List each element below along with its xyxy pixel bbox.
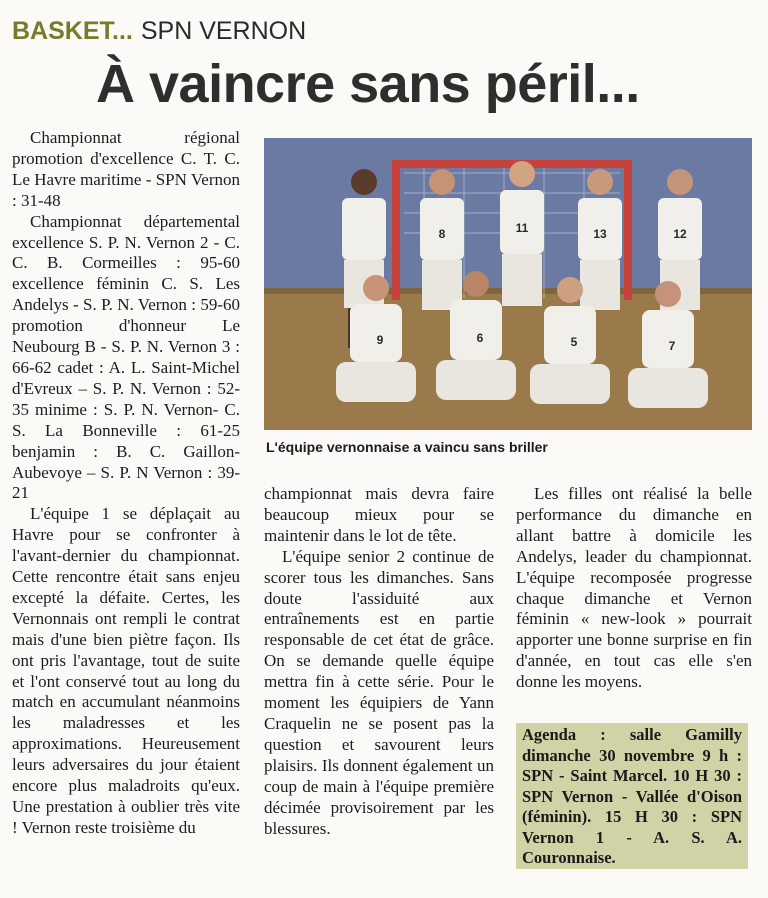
jersey-number: 11	[515, 221, 529, 235]
jersey-number: 5	[570, 335, 578, 349]
jersey-number: 12	[673, 227, 687, 241]
paragraph: L'équipe 1 se déplaçait au Havre pour se confronter à l'avant-dernier du championnat. Cette rencontre était sans enjeu excepté la défaite. Certes, les Vernonnais ont rempli le contrat mais d'une bien piètre façon. Ils ont pris l'avantage, tout de suite et l'ont conservé tout au long du match en accumulant néanmoins les maladresses et les approximations. Heureusement leurs adversaires du jour étaient encore plus maladroits qu'eux. Une prestation à oublier très vite ! Vernon reste troisième du	[12, 504, 240, 837]
photo-caption: L'équipe vernonnaise a vaincu sans briller	[266, 439, 548, 455]
article-column-2	[264, 484, 494, 839]
agenda-box	[516, 723, 748, 869]
paragraph: Championnat départemental excellence S. P. N. Vernon 2 - C. C. B. Cormeilles : 95-60 excellence féminin C. S. Les Andelys - S. P. N. Vernon : 59-60 promotion d'honneur Le Neubourg B - S. P. N. Vernon 3 : 66-62 cadet : A. L. Saint-Michel d'Evreux – S. P. N. Vernon : 52-35 minime : S. P. N. Vernon- C. S. La Bonneville : 61-25 benjamin : B. C. Gaillon-Aubevoye – S. P. N Vernon : 39-21	[12, 211, 240, 503]
jersey-number: 6	[476, 331, 484, 345]
paragraph: Championnat régional promotion d'excellence C. T. C. Le Havre maritime - SPN Vernon : 31-48	[12, 128, 240, 210]
jersey-number: 9	[376, 333, 384, 347]
kicker	[12, 16, 306, 46]
article-column-1	[12, 128, 240, 839]
paragraph: L'équipe senior 2 continue de scorer tous les dimanches. Sans doute l'assiduité aux entraînements est en partie responsable de cet état de grâce. On se demande quelle équipe mettra fin à cette série. Pour le moment les équipiers de Yann Craquelin ne se posent pas la question et savourent leurs plaisirs. Ils donnent également un coup de main à l'équipe première décimée provisoirement par les blessures.	[264, 546, 494, 838]
jersey-number: 13	[593, 227, 607, 241]
jersey-number: 8	[438, 227, 446, 241]
paragraph: Les filles ont réalisé la belle performance du dimanche en allant battre à domicile les Andelys, leader du championnat. L'équipe recomposée progresse chaque dimanche et Vernon féminin « new-look » pourrait apporter une bonne surprise en fin d'année, en tout cas elle s'en donne les moyens.	[516, 484, 752, 692]
jersey-number: 7	[668, 339, 676, 353]
headline: À vaincre sans péril...	[96, 54, 640, 114]
team-photo	[264, 138, 752, 430]
agenda-text: Agenda : salle Gamilly dimanche 30 novembre 9 h : SPN - Saint Marcel. 10 H 30 : SPN Vernon - Vallée d'Oison (féminin). 15 H 30 : SPN Vernon 1 - A. S. A. Couronnaise.	[522, 725, 742, 867]
team-photo-illustration	[264, 138, 752, 430]
paragraph: championnat mais devra faire beaucoup mieux pour se maintenir dans le lot de tête.	[264, 484, 494, 545]
kicker-section: BASKET...	[12, 17, 133, 45]
article-column-3	[516, 484, 752, 693]
kicker-team: SPN VERNON	[140, 17, 307, 45]
